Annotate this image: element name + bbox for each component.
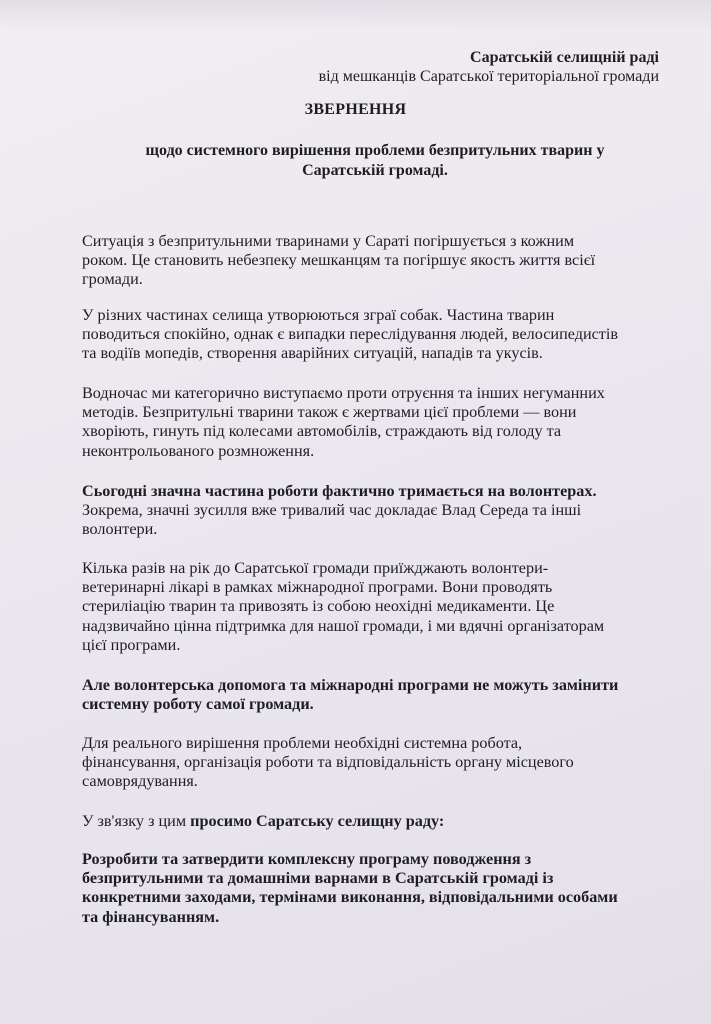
addressee-block	[319, 48, 659, 86]
text-line: системну роботу самої громади.	[82, 695, 314, 714]
text-fragment-bold: просимо Саратську селищну раду:	[190, 812, 445, 830]
text-fragment-bold: волонтерська допомога та міжнародні програми не можуть замінити	[114, 676, 619, 694]
text-line: конкретними заходами, термінами виконання, відповідальними особами	[82, 888, 618, 907]
subtitle-line: Саратській громаді.	[302, 162, 448, 179]
text-line: роком. Це становить небезпеку мешканцям та погіршує якость життя всієї	[82, 251, 596, 270]
text-line: ветеринарні лікарі в рамках міжнародної програми. Вони проводять	[82, 578, 553, 597]
addressee-sender: від мешканців Саратської територіальної громади	[318, 68, 659, 85]
text-line: неконтрольованого розмноження.	[82, 441, 315, 460]
paragraph-volunteers	[82, 482, 597, 540]
text-line	[82, 812, 444, 831]
paper-shadow	[0, 0, 711, 30]
paragraph-requirements	[82, 734, 574, 792]
document-subtitle	[110, 141, 640, 181]
text-line: волонтери.	[82, 520, 158, 539]
text-line: Розробити та затвердити комплексну програму поводження з	[82, 850, 532, 868]
paragraph-situation	[82, 232, 595, 290]
text-line: громади.	[82, 270, 143, 289]
paragraph-vet-program	[82, 559, 604, 655]
text-line: хворіють, гинуть під колесами автомобілів, страждають від голоду та	[82, 422, 562, 441]
text-line: Для реального вирішення проблеми необхідні системна робота,	[82, 734, 523, 752]
text-line: надзвичайно цінна підтримка для нашої громади, і ми вдячні організаторам	[82, 616, 605, 635]
text-line: Кілька разів на рік до Саратської громади приїжджають волонтери-	[82, 559, 549, 577]
text-line: Зокрема, значні зусилля вже тривалий час докладає Влад Середа та інші	[82, 501, 582, 520]
text-line: поводиться спокійно, однак є випадки переслідування людей, велосипедистів	[82, 325, 619, 344]
text-line: цієї програми.	[82, 635, 181, 654]
text-line: самоврядування.	[82, 772, 198, 791]
text-line: та водіїв мопедів, створення аварійних ситуацій, нападів та укусів.	[82, 344, 543, 363]
text-line: фінансування, організація роботи та відповідальність органу місцевого	[82, 753, 574, 772]
text-fragment: Але	[82, 676, 115, 694]
subtitle-line: щодо системного вирішення проблеми безпритульних тварин у	[145, 142, 605, 159]
paragraph-request-intro	[82, 812, 444, 831]
addressee-recipient: Саратській селищній раді	[470, 49, 659, 66]
text-line: Сьогодні значна частина роботи фактично тримається на волонтерах.	[82, 482, 597, 500]
text-line: Водночас ми категорично виступаємо проти отруєння та інших негуманних	[82, 384, 605, 402]
text-line	[82, 676, 618, 695]
paragraph-humane-methods	[82, 384, 605, 461]
text-line: стериліацію тварин та привозять із собою неохідні медикаменти. Це	[82, 597, 555, 616]
paragraph-dog-packs	[82, 306, 618, 364]
paragraph-program-request	[82, 850, 618, 927]
text-line: Ситуація з безпритульними тваринами у Сараті погіршується з кожним	[82, 232, 575, 250]
text-line: безпритульними та домашніми варнами в Саратській громаді із	[82, 869, 554, 888]
text-line: У різних частинах селища утворюються зграї собак. Частина тварин	[82, 306, 555, 324]
text-fragment: У зв'язку з цим	[82, 812, 191, 830]
paragraph-systemic-work	[82, 676, 618, 714]
text-line: та фінансуванням.	[82, 907, 220, 926]
document-title: ЗВЕРНЕННЯ	[304, 101, 407, 118]
text-line: методів. Безпритульні тварини також є жертвами цієї проблеми — вони	[82, 403, 577, 422]
